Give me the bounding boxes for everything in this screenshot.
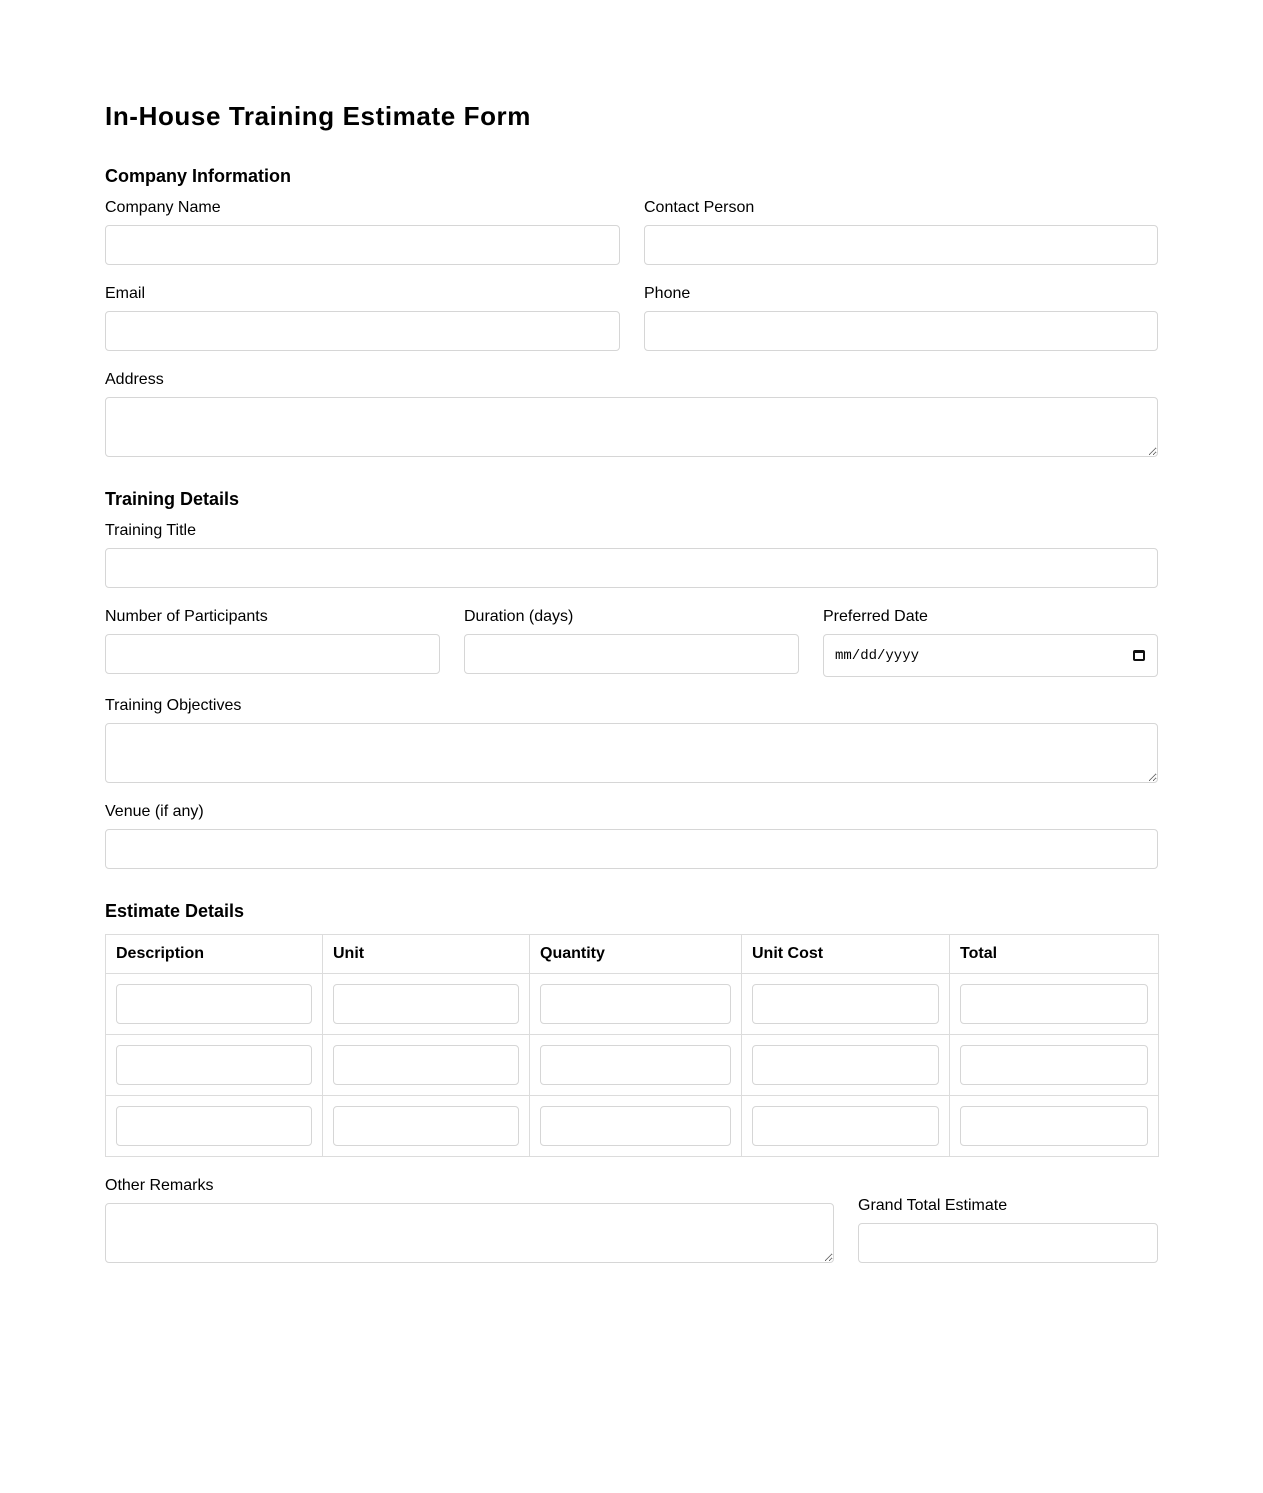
address-textarea[interactable]	[105, 397, 1158, 457]
address-label: Address	[105, 371, 164, 388]
quantity-input[interactable]	[540, 1045, 731, 1085]
section-heading-training: Training Details	[105, 489, 240, 509]
description-input[interactable]	[116, 984, 312, 1024]
training-title-input[interactable]	[105, 548, 1158, 588]
participants-input[interactable]	[105, 634, 440, 674]
table-row	[106, 974, 1159, 1035]
other-remarks-label: Other Remarks	[105, 1177, 214, 1194]
section-heading-company: Company Information	[105, 166, 292, 186]
preferred-date-input[interactable]	[823, 634, 1158, 677]
venue-input[interactable]	[105, 829, 1158, 869]
column-header-unit-cost: Unit Cost	[742, 935, 950, 974]
phone-input[interactable]	[644, 311, 1158, 351]
training-title-label: Training Title	[105, 522, 196, 539]
description-input[interactable]	[116, 1045, 312, 1085]
total-input[interactable]	[960, 1045, 1148, 1085]
calendar-icon[interactable]	[1133, 650, 1145, 661]
unit-input[interactable]	[333, 1045, 519, 1085]
column-header-quantity: Quantity	[530, 935, 742, 974]
unit-cost-input[interactable]	[752, 1045, 939, 1085]
contact-person-label: Contact Person	[644, 199, 755, 216]
unit-input[interactable]	[333, 984, 519, 1024]
duration-input[interactable]	[464, 634, 799, 674]
unit-cost-input[interactable]	[752, 1106, 939, 1146]
email-label: Email	[105, 285, 146, 302]
contact-person-input[interactable]	[644, 225, 1158, 265]
venue-label: Venue (if any)	[105, 803, 204, 820]
preferred-date-label: Preferred Date	[823, 608, 928, 625]
unit-input[interactable]	[333, 1106, 519, 1146]
objectives-label: Training Objectives	[105, 697, 242, 714]
total-input[interactable]	[960, 1106, 1148, 1146]
objectives-textarea[interactable]	[105, 723, 1158, 783]
column-header-unit: Unit	[323, 935, 530, 974]
unit-cost-input[interactable]	[752, 984, 939, 1024]
column-header-total: Total	[950, 935, 1159, 974]
quantity-input[interactable]	[540, 984, 731, 1024]
description-input[interactable]	[116, 1106, 312, 1146]
quantity-input[interactable]	[540, 1106, 731, 1146]
total-input[interactable]	[960, 984, 1148, 1024]
grand-total-input[interactable]	[858, 1223, 1158, 1263]
column-header-description: Description	[106, 935, 323, 974]
table-row	[106, 1035, 1159, 1096]
email-input[interactable]	[105, 311, 620, 351]
participants-label: Number of Participants	[105, 608, 268, 625]
company-name-label: Company Name	[105, 199, 221, 216]
date-placeholder: mm/dd/yyyy	[835, 647, 920, 664]
page-title: In-House Training Estimate Form	[105, 101, 531, 131]
table-header-row	[106, 935, 1159, 974]
other-remarks-textarea[interactable]	[105, 1203, 834, 1263]
company-name-input[interactable]	[105, 225, 620, 265]
table-row	[106, 1096, 1159, 1157]
estimate-table	[105, 934, 1159, 1157]
section-heading-estimate: Estimate Details	[105, 901, 245, 921]
phone-label: Phone	[644, 285, 691, 302]
duration-label: Duration (days)	[464, 608, 574, 625]
grand-total-label: Grand Total Estimate	[858, 1197, 1008, 1214]
